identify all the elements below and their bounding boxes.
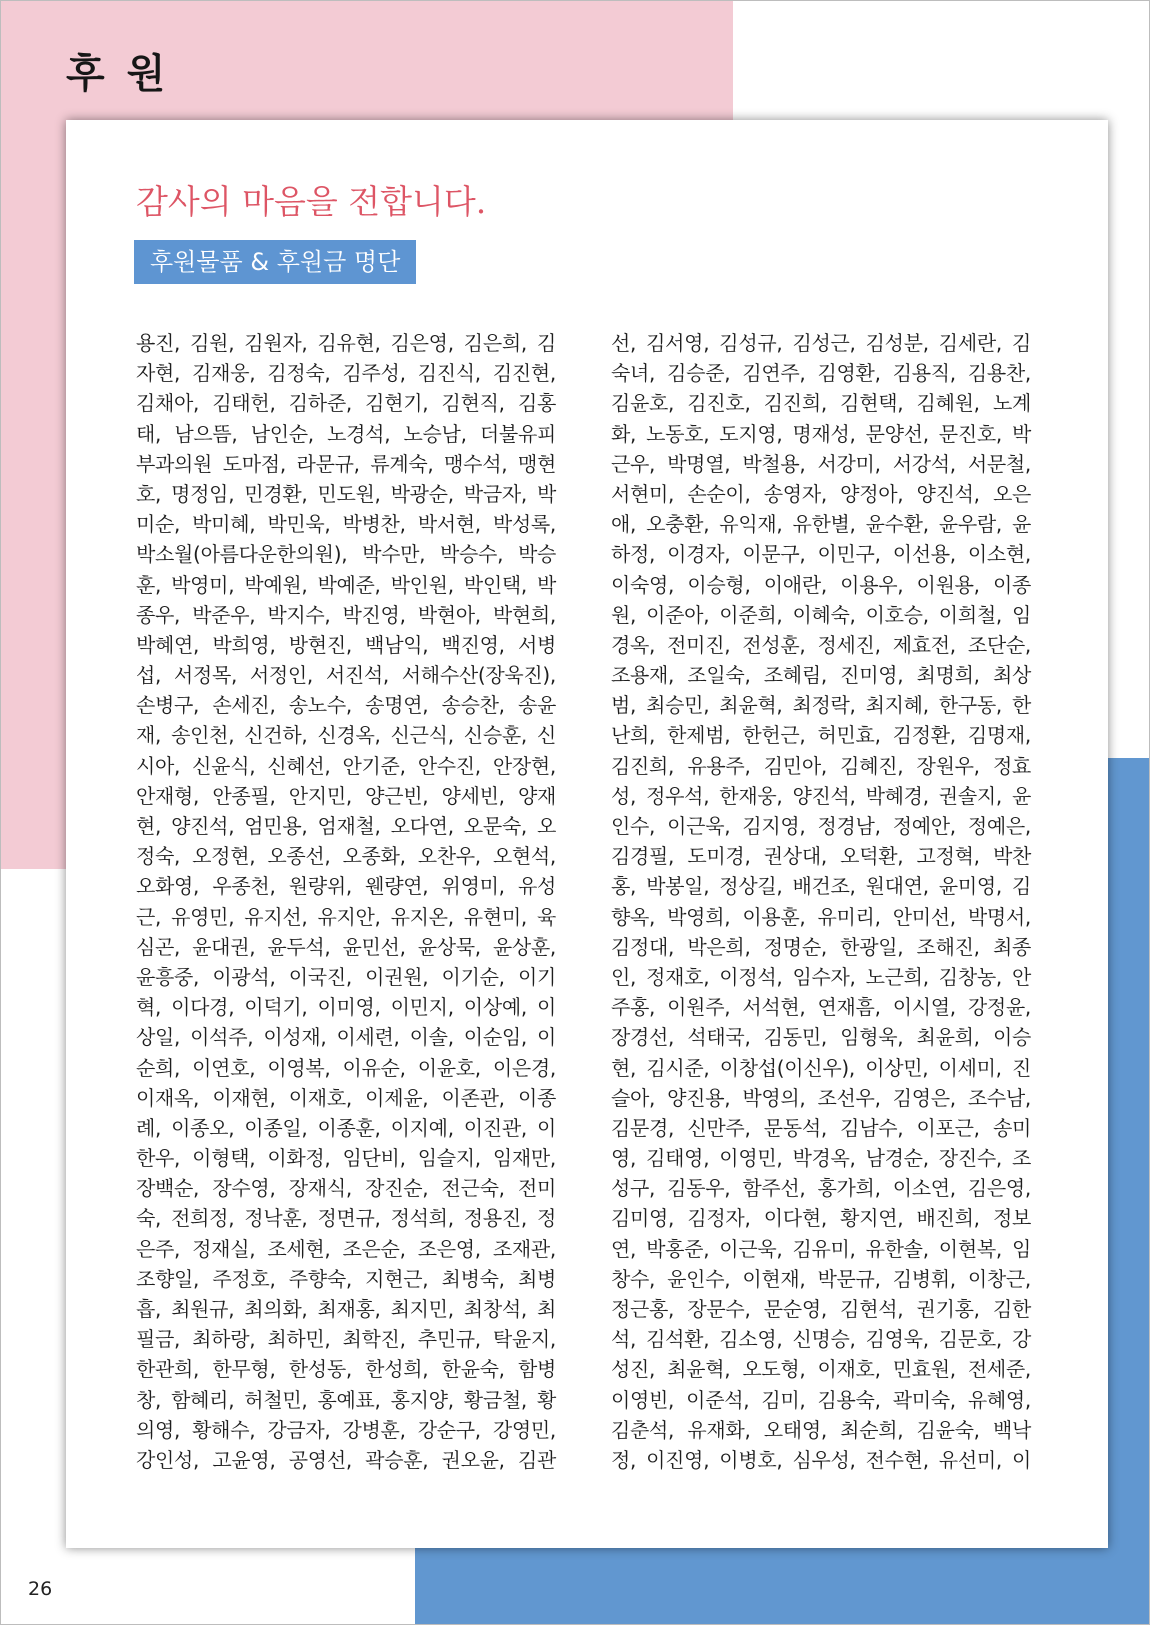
- donor-line: 숙, 전희정, 정낙훈, 정면규, 정석희, 정용진, 정: [136, 1206, 556, 1231]
- donor-line: 종우, 박준우, 박지수, 박진영, 박현아, 박현희,: [136, 602, 556, 627]
- donor-line: 인, 정재호, 이정석, 임수자, 노근희, 김창농, 안: [611, 964, 1031, 989]
- donor-line: 이숙영, 이승형, 이애란, 이용우, 이원용, 이종: [611, 572, 1031, 597]
- donor-line: 향옥, 박영희, 이용훈, 유미리, 안미선, 박명서,: [611, 904, 1031, 929]
- donor-column-right: [611, 328, 1031, 1475]
- donor-line: 김윤호, 김진호, 김진희, 김현택, 김혜원, 노계: [611, 391, 1031, 416]
- donor-column-left: [136, 328, 556, 1475]
- donor-line: 장경선, 석태국, 김동민, 임형욱, 최윤희, 이승: [611, 1025, 1031, 1050]
- donor-line: 김춘석, 유재화, 오태영, 최순희, 김윤숙, 백낙: [611, 1417, 1031, 1442]
- donor-line: 이재옥, 이재현, 이재호, 이제윤, 이존관, 이종: [136, 1085, 556, 1110]
- donor-line: 경옥, 전미진, 전성훈, 정세진, 제효전, 조단순,: [611, 632, 1031, 657]
- donor-line: 김정대, 박은희, 정명순, 한광일, 조해진, 최종: [611, 934, 1031, 959]
- donor-line: 창, 함혜리, 허철민, 홍예표, 홍지양, 황금철, 황: [136, 1387, 556, 1412]
- donor-line: 슬아, 양진용, 박영의, 조선우, 김영은, 조수남,: [611, 1085, 1031, 1110]
- donor-line: 한관희, 한무형, 한성동, 한성희, 한윤숙, 함병: [136, 1357, 556, 1382]
- donor-line: 김미영, 김정자, 이다현, 황지연, 배진희, 정보: [611, 1206, 1031, 1231]
- donor-line: 난희, 한제범, 한헌근, 허민효, 김정환, 김명재,: [611, 723, 1031, 748]
- donor-line: 정근홍, 장문수, 문순영, 김현석, 권기홍, 김한: [611, 1297, 1031, 1321]
- donor-list-card: [66, 120, 1108, 1548]
- donor-line: 김경필, 도미경, 권상대, 오덕환, 고정혁, 박찬: [611, 844, 1031, 869]
- donor-line: 애, 오충환, 유익재, 유한별, 윤수환, 윤우람, 윤: [611, 512, 1031, 537]
- donor-line: 용진, 김원, 김원자, 김유현, 김은영, 김은희, 김: [136, 331, 556, 355]
- donor-line: 하정, 이경자, 이문구, 이민구, 이선용, 이소현,: [611, 542, 1031, 567]
- donor-line: 훈, 박영미, 박예원, 박예준, 박인원, 박인택, 박: [136, 572, 556, 597]
- donor-line: 범, 최승민, 최윤혁, 최정락, 최지혜, 한구동, 한: [611, 693, 1031, 718]
- donor-line: 홍, 박봉일, 정상길, 배건조, 원대연, 윤미영, 김: [611, 874, 1031, 899]
- donor-line: 김채아, 김태헌, 김하준, 김현기, 김현직, 김홍: [136, 391, 556, 416]
- donor-line: 부과의원 도마점, 라문규, 류계숙, 맹수석, 맹현: [136, 451, 556, 476]
- donor-line: 호, 명정임, 민경환, 민도원, 박광순, 박금자, 박: [136, 481, 556, 506]
- donor-line: 주홍, 이원주, 서석현, 연재흠, 이시열, 강정윤,: [611, 995, 1031, 1020]
- donor-line: 김진희, 유용주, 김민아, 김혜진, 장원우, 정효: [611, 753, 1031, 778]
- donor-line: 현, 김시준, 이창섭(이신우), 이상민, 이세미, 진: [611, 1055, 1031, 1080]
- donor-line: 정숙, 오정현, 오종선, 오종화, 오찬우, 오현석,: [136, 844, 556, 869]
- donor-line: 흡, 최원규, 최의화, 최재홍, 최지민, 최창석, 최: [136, 1297, 556, 1321]
- donor-line: 순희, 이연호, 이영복, 이유순, 이윤호, 이은경,: [136, 1055, 556, 1080]
- donor-line: 조향일, 주정호, 주향숙, 지현근, 최병숙, 최병: [136, 1266, 556, 1291]
- donor-line: 근, 유영민, 유지선, 유지안, 유지온, 유현미, 육: [136, 904, 556, 929]
- donor-line: 섭, 서정목, 서정인, 서진석, 서해수산(장욱진),: [136, 663, 556, 688]
- donor-line: 이영빈, 이준석, 김미, 김용숙, 곽미숙, 유혜영,: [611, 1387, 1031, 1412]
- donor-line: 조용재, 조일숙, 조혜림, 진미영, 최명희, 최상: [611, 663, 1031, 688]
- donor-line: 인수, 이근욱, 김지영, 정경남, 정예안, 정예은,: [611, 814, 1031, 838]
- donor-line: 서현미, 손순이, 송영자, 양정아, 양진석, 오은: [611, 481, 1031, 506]
- thanks-heading: 감사의 마음을 전합니다.: [136, 182, 487, 221]
- donor-line: 혁, 이다경, 이덕기, 이미영, 이민지, 이상예, 이: [136, 995, 556, 1020]
- donor-line: 의영, 황해수, 강금자, 강병훈, 강순구, 강영민,: [136, 1417, 556, 1442]
- donor-line: 장백순, 장수영, 장재식, 장진순, 전근숙, 전미: [136, 1176, 556, 1201]
- donor-line: 자현, 김재웅, 김정숙, 김주성, 김진식, 김진현,: [136, 361, 556, 386]
- donor-line: 숙녀, 김승준, 김연주, 김영환, 김용직, 김용찬,: [611, 361, 1031, 386]
- donor-line: 심곤, 윤대권, 윤두석, 윤민선, 윤상묵, 윤상훈,: [136, 934, 556, 959]
- donor-line: 태, 남으뜸, 남인순, 노경석, 노승남, 더불유피: [136, 421, 556, 446]
- donor-line: 창수, 윤인수, 이현재, 박문규, 김병휘, 이창근,: [611, 1266, 1031, 1291]
- donor-line: 박혜연, 박희영, 방현진, 백남익, 백진영, 서병: [136, 632, 556, 657]
- donor-line: 근우, 박명열, 박철용, 서강미, 서강석, 서문철,: [611, 451, 1031, 476]
- donor-line: 시아, 신윤식, 신혜선, 안기준, 안수진, 안장현,: [136, 753, 556, 778]
- donor-line: 손병구, 손세진, 송노수, 송명연, 송승찬, 송윤: [136, 693, 556, 718]
- donor-line: 선, 김서영, 김성규, 김성근, 김성분, 김세란, 김: [611, 331, 1031, 355]
- donor-line: 성구, 김동우, 함주선, 홍가희, 이소연, 김은영,: [611, 1176, 1031, 1201]
- donor-line: 영, 김태영, 이영민, 박경옥, 남경순, 장진수, 조: [611, 1146, 1031, 1171]
- donor-line: 필금, 최하랑, 최하민, 최학진, 추민규, 탁윤지,: [136, 1327, 556, 1352]
- donor-line: 한우, 이형택, 이화정, 임단비, 임슬지, 임재만,: [136, 1146, 556, 1171]
- donor-line: 원, 이준아, 이준희, 이혜숙, 이호승, 이희철, 임: [611, 602, 1031, 627]
- donor-line: 강인성, 고윤영, 공영선, 곽승훈, 권오윤, 김관: [136, 1447, 556, 1472]
- donor-line: 연, 박홍준, 이근욱, 김유미, 유한솔, 이현복, 임: [611, 1236, 1031, 1261]
- donor-line: 석, 김석환, 김소영, 신명승, 김영욱, 김문호, 강: [611, 1327, 1031, 1352]
- donor-line: 례, 이종오, 이종일, 이종훈, 이지예, 이진관, 이: [136, 1115, 556, 1140]
- donor-line: 윤흥중, 이광석, 이국진, 이권원, 이기순, 이기: [136, 964, 556, 989]
- donor-line: 안재형, 안종필, 안지민, 양근빈, 양세빈, 양재: [136, 783, 556, 808]
- donor-line: 현, 양진석, 엄민용, 엄재철, 오다연, 오문숙, 오: [136, 814, 556, 838]
- donor-list-label: 후원물품 & 후원금 명단: [134, 240, 416, 284]
- donor-line: 화, 노동호, 도지영, 명재성, 문양선, 문진호, 박: [611, 421, 1031, 446]
- donor-line: 상일, 이석주, 이성재, 이세련, 이솔, 이순임, 이: [136, 1025, 556, 1050]
- donor-line: 정, 이진영, 이병호, 심우성, 전수현, 유선미, 이: [611, 1447, 1031, 1472]
- donor-line: 미순, 박미혜, 박민욱, 박병찬, 박서현, 박성록,: [136, 512, 556, 537]
- donor-line: 재, 송인천, 신건하, 신경옥, 신근식, 신승훈, 신: [136, 723, 556, 748]
- donor-line: 오화영, 우종천, 원량위, 웬량연, 위영미, 유성: [136, 874, 556, 899]
- donor-line: 은주, 정재실, 조세현, 조은순, 조은영, 조재관,: [136, 1236, 556, 1261]
- donor-line: 김문경, 신만주, 문동석, 김남수, 이포근, 송미: [611, 1115, 1031, 1140]
- page-number: 26: [28, 1578, 53, 1600]
- donor-line: 성진, 최윤혁, 오도형, 이재호, 민효원, 전세준,: [611, 1357, 1031, 1382]
- section-title: 후 원: [66, 51, 170, 97]
- donor-line: 성, 정우석, 한재웅, 양진석, 박혜경, 권솔지, 윤: [611, 783, 1031, 808]
- donor-line: 박소월(아름다운한의원), 박수만, 박승수, 박승: [136, 542, 556, 567]
